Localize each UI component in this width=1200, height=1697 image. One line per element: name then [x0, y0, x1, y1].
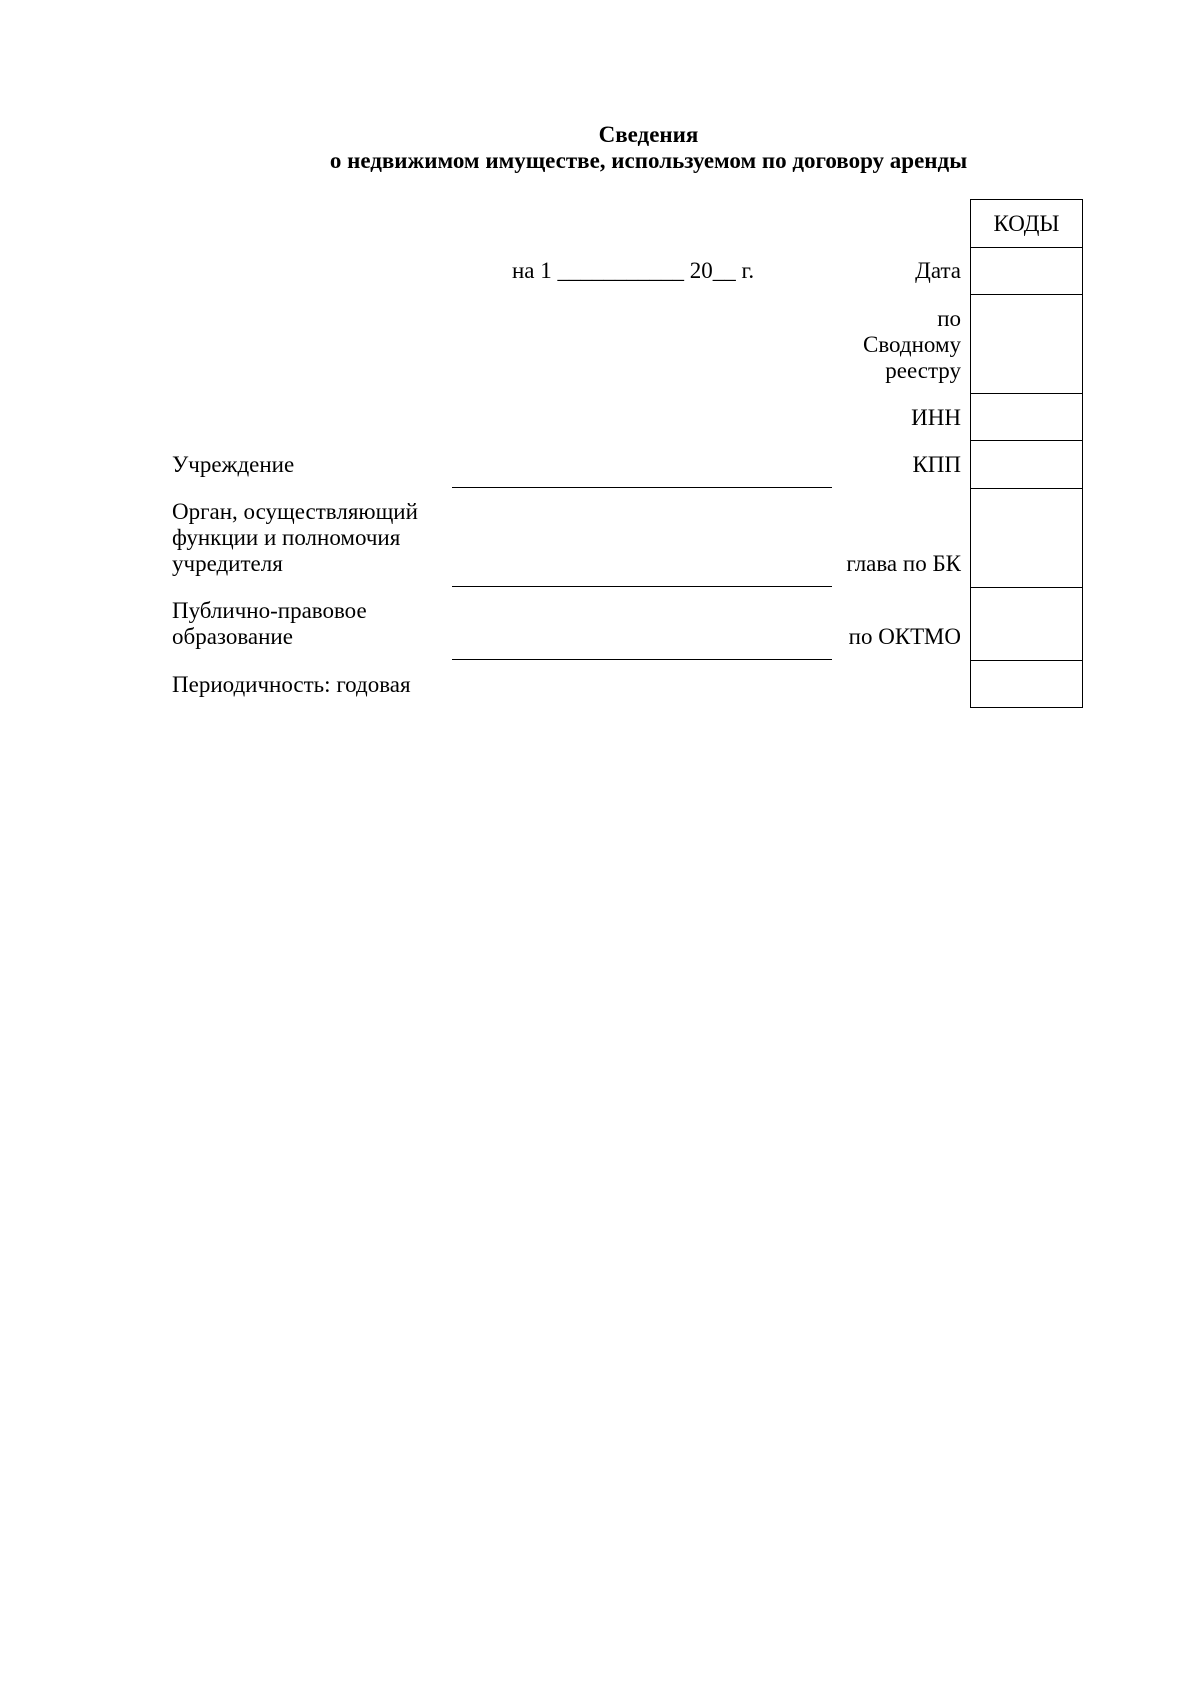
founder-label-3: учредителя — [172, 551, 283, 576]
codes-table — [970, 199, 1083, 708]
bk-chapter-code-cell[interactable] — [971, 488, 1082, 587]
inn-code-label: ИНН — [911, 405, 961, 430]
institution-label: Учреждение — [172, 452, 295, 477]
municipality-fill-line[interactable] — [452, 659, 832, 660]
kpp-code-cell[interactable] — [971, 440, 1082, 488]
founder-label-2: функции и полномочия — [172, 525, 401, 550]
document-title: Сведения — [598, 122, 699, 147]
document-subtitle: о недвижимом имуществе, используемом по договору аренды — [329, 148, 968, 173]
codes-header: КОДЫ — [993, 210, 1060, 236]
svodny-reestr-code-cell[interactable] — [971, 294, 1082, 393]
svodny-reestr-label-3: реестру — [885, 358, 961, 383]
founder-label-1: Орган, осуществляющий — [172, 499, 418, 524]
oktmo-code-label: по ОКТМО — [848, 624, 961, 649]
report-date-line: на 1 ___________ 20__ г. — [512, 258, 755, 283]
periodicity-label: Периодичность: годовая — [172, 672, 411, 697]
bk-chapter-code-label: глава по БК — [846, 551, 961, 576]
institution-fill-line[interactable] — [452, 487, 832, 488]
founder-fill-line[interactable] — [452, 586, 832, 587]
kpp-code-label: КПП — [912, 452, 961, 477]
svodny-reestr-label-1: по — [937, 306, 961, 331]
inn-code-cell[interactable] — [971, 393, 1082, 440]
municipality-label-1: Публично-правовое — [172, 598, 367, 623]
periodicity-code-cell[interactable] — [971, 660, 1082, 707]
date-code-label: Дата — [915, 258, 961, 283]
oktmo-code-cell[interactable] — [971, 587, 1082, 660]
svodny-reestr-label-2: Сводному — [862, 332, 961, 357]
municipality-label-2: образование — [172, 624, 293, 649]
date-code-cell[interactable] — [971, 247, 1082, 294]
